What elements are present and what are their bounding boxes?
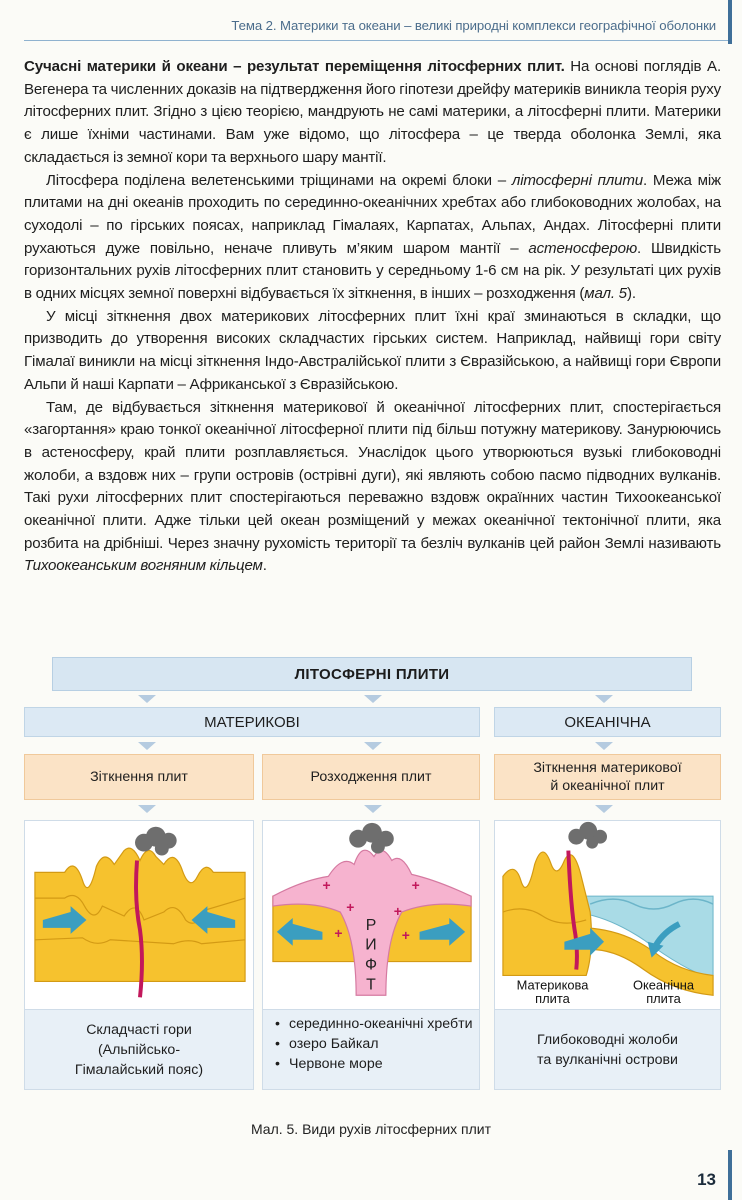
caption-subduction-line1: Глибоководні жолоби — [537, 1031, 678, 1048]
figure-caption: Мал. 5. Види рухів літосферних плит — [250, 1121, 492, 1137]
caption-subduction-line2: та вулканічні острови — [537, 1051, 678, 1068]
section-heading: Сучасні материки й океани – результат переміщення літосферних плит. — [24, 58, 565, 75]
paragraph-2-text-d: ). — [626, 285, 636, 303]
svg-text:+: + — [411, 877, 420, 894]
caption-collision-line2: (Альпійсько- — [97, 1041, 181, 1058]
smoke-cloud — [135, 827, 177, 856]
type-subduction-line1: Зіткнення материкової — [533, 760, 682, 776]
page-number: 13 — [697, 1170, 716, 1189]
svg-text:+: + — [393, 902, 402, 919]
arrow-down-icon — [364, 805, 382, 813]
divergence-examples-list — [273, 1014, 473, 1074]
term-ring-of-fire: Тихоокеанським вогняним кільцем — [24, 557, 263, 575]
paragraph-4-text-a: Там, де відбувається зіткнення материкової й океанічної літосферних плит, спостерігається «загортання» краю тонкої океанічної літосферної плити під більш потужну материкову. Занурюючись в астеносферу, край плити розплавляється. Унаслідок цього утворюються вузькі глибоководні жолоби, а вздовж них – групи островів (острівні дуги), які являють собою пасмо підводних вулканів. Такі рухи літосферних плит спостерігаються переважно вздовж окраїнних частин Тихоокеанської океанічної плити. Адже тільки цей океан розміщений у межах океанічної тектонічної плити, яка розбита на дрібніші. Через значну рухомість території та безліч вулканів цей район Землі називають — [24, 398, 721, 552]
type-collision: Зіткнення плит — [24, 754, 254, 800]
rift-letter: Ф — [364, 956, 378, 974]
header-rule — [24, 40, 728, 41]
arrow-down-icon — [138, 742, 156, 750]
subduction-svg — [495, 820, 720, 1010]
plate-movement-diagram — [24, 657, 721, 1107]
category-oceanic: ОКЕАНІЧНА — [494, 707, 721, 737]
header-accent-bar — [728, 0, 732, 44]
paragraph-2-text-b: . Межа між плитами на дні океанів проходить по серединно-океанічних хребтах або глибоководних жолобах, на суходолі – по гірських поясах, наприклад Гімалаях, Карпатах, Альпах, Андах. Літосферні плити рухаються дуже повільно, неначе пливуть м’яким шаром мантії – — [24, 171, 721, 257]
svg-text:+: + — [346, 899, 355, 916]
rift-letter: И — [365, 936, 377, 954]
term-lithospheric-plates: літосферні плити — [511, 171, 644, 189]
divergence-svg — [263, 820, 479, 1010]
type-subduction-line2: й океанічної плит — [550, 778, 665, 794]
paragraph-1 — [24, 56, 721, 170]
caption-divergence — [262, 1010, 480, 1090]
caption-subduction — [494, 1010, 721, 1090]
paragraph-4 — [24, 397, 721, 579]
caption-collision — [24, 1010, 254, 1090]
rift-letter: Р — [365, 916, 377, 934]
svg-text:+: + — [322, 877, 331, 894]
arrow-down-icon — [364, 695, 382, 703]
subduction-illustration — [494, 820, 721, 1010]
page-header — [0, 0, 742, 48]
term-asthenosphere: астеносферою — [528, 239, 638, 257]
arrow-down-icon — [364, 742, 382, 750]
oceanic-plate-label: Океанічна — [632, 977, 695, 993]
divergence-illustration — [262, 820, 480, 1010]
arrow-down-icon — [138, 695, 156, 703]
continental-plate-label: Материкова — [516, 977, 589, 993]
arrow-down-icon — [595, 695, 613, 703]
list-item: • серединно-океанічні хребти — [273, 1014, 473, 1034]
header-title: Тема 2. Материки та океани – великі природні комплекси географічної оболонки — [231, 18, 716, 33]
collision-svg — [25, 820, 253, 1010]
figure-reference: мал. 5 — [584, 285, 627, 303]
svg-text:+: + — [401, 926, 410, 943]
caption-collision-line3: Гімалайський пояс) — [74, 1061, 204, 1078]
type-divergence: Розходження плит — [262, 754, 480, 800]
body-text — [24, 56, 721, 578]
smoke-cloud — [349, 823, 394, 854]
paragraph-2 — [24, 170, 721, 306]
paragraph-1-text: На основі поглядів А. Вегенера та численних доказів на підтвердження його гіпотези дрейфу материків виникла теорія руху літосферних плит. Згідно з цією теорією, мандрують не самі материки, а літосферні плити. Материки є лише їхніми частинами. Вам уже відомо, що літосфера – це тверда оболонка Землі, яка складається із земної кори та верхнього шару мантії. — [24, 58, 721, 166]
footer-accent-bar — [728, 1150, 732, 1200]
continental-plate-label-2: плита — [535, 991, 570, 1007]
arrow-down-icon — [595, 805, 613, 813]
paragraph-2-text-a: Літосфера поділена велетенськими тріщинами на окремі блоки – — [46, 171, 512, 189]
diagram-title: ЛІТОСФЕРНІ ПЛИТИ — [52, 657, 692, 691]
type-subduction — [494, 754, 721, 800]
arrow-down-icon — [138, 805, 156, 813]
arrow-down-icon — [595, 742, 613, 750]
paragraph-4-text-b: . — [262, 557, 267, 575]
smoke-cloud — [568, 822, 607, 849]
caption-collision-line1: Складчасті гори — [86, 1021, 192, 1038]
paragraph-3: У місці зіткнення двох материкових літосферних плит їхні краї зминаються в складки, що призводить до утворення високих складчастих гірських систем. Наприклад, найвищі гори світу Гімалаї виникли на місці зіткнення Індо-Австралійської плити з Євразійською, а найвищі гори Європи Альпи й наші Карпати – Африканської з Євразійською. — [24, 307, 721, 393]
collision-illustration — [24, 820, 254, 1010]
list-item: • озеро Байкал — [273, 1034, 473, 1054]
paragraph-2-text-c: . Швидкість горизонтальних рухів літосферних плит становить у середньому 1-6 см на рік. У результаті цих рухів в одних місцях земної поверхні відбувається їх зіткнення, в інших – розходження ( — [24, 239, 721, 303]
category-continental: МАТЕРИКОВІ — [24, 707, 480, 737]
rift-letter: Т — [366, 976, 376, 994]
list-item: • Червоне море — [273, 1054, 473, 1074]
oceanic-plate-label-2: плита — [646, 991, 681, 1007]
svg-text:+: + — [334, 924, 343, 941]
